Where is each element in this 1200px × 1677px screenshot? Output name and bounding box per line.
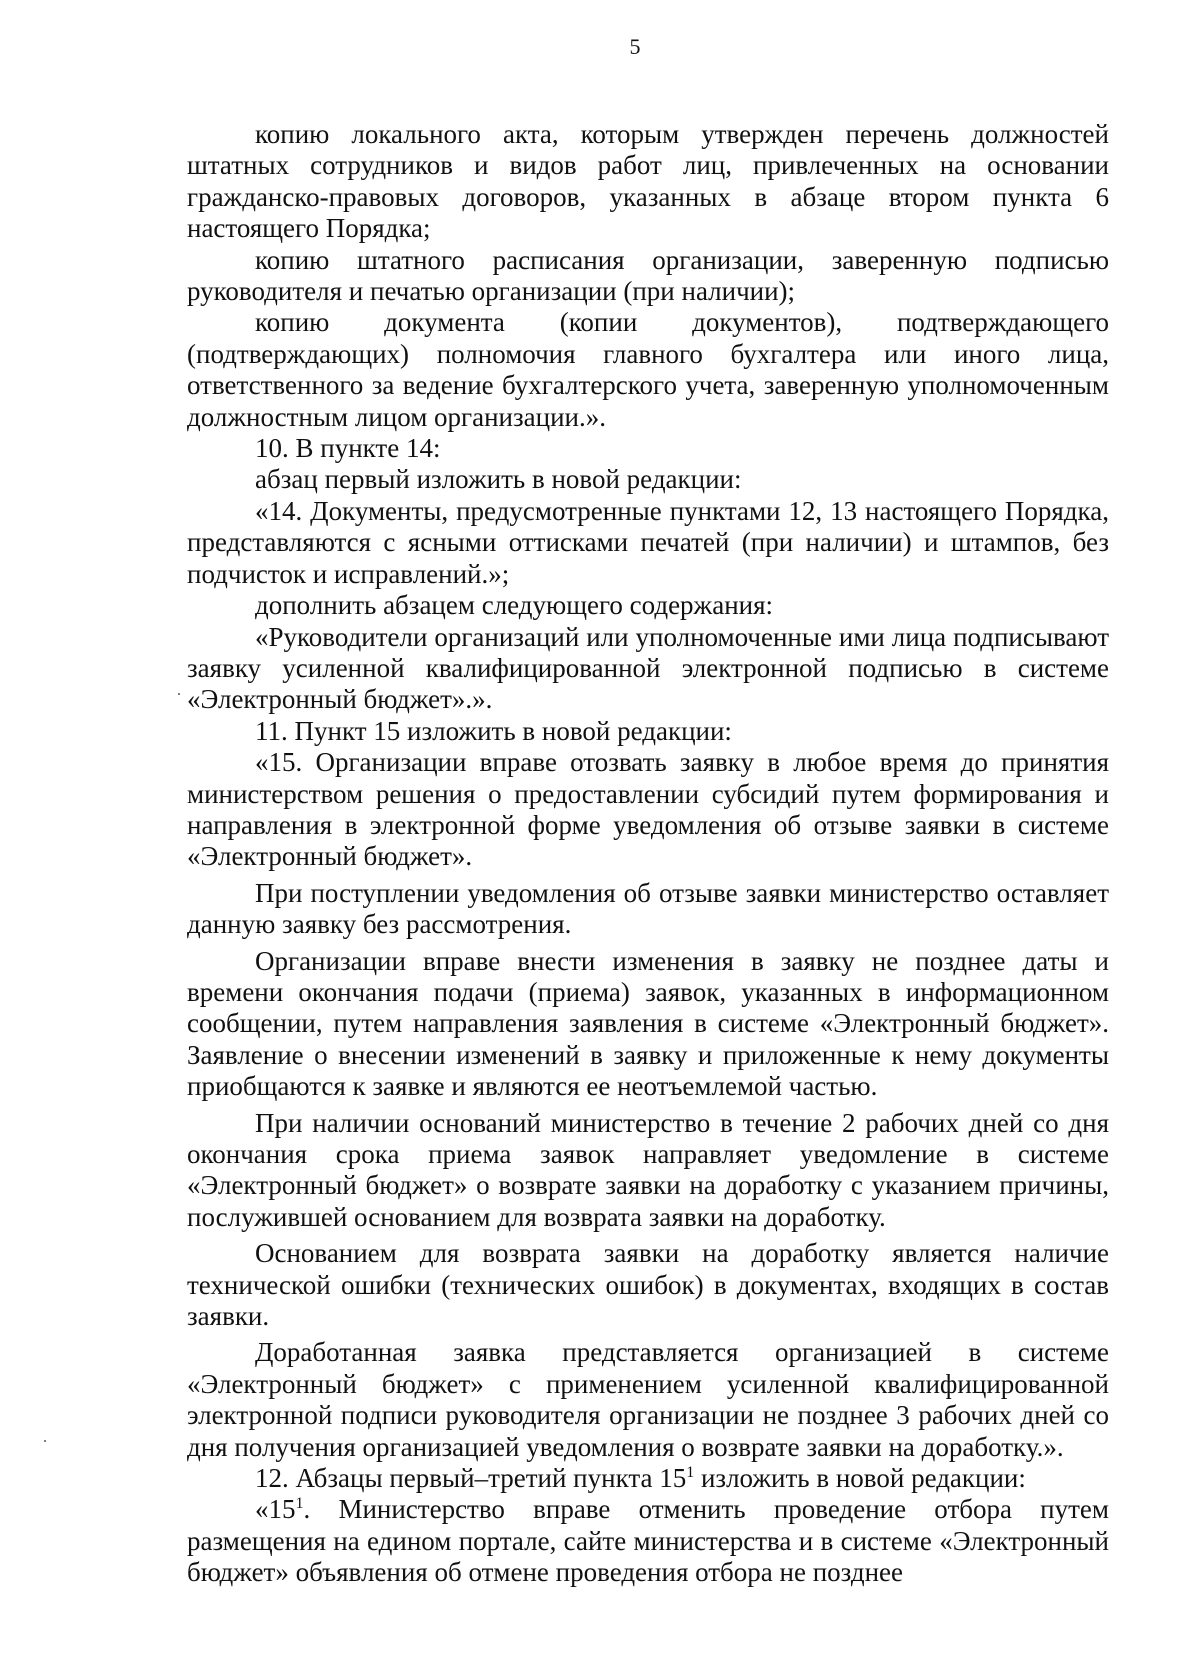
scan-speck [178, 693, 180, 695]
paragraph-withdraw-notice: При поступлении уведомления об отзыве заявки министерство оставляет данную заявку без рассмотрения. [187, 877, 1109, 940]
paragraph-point-15-1 [187, 1494, 1109, 1588]
paragraph-point-15-withdraw: «15. Организации вправе отозвать заявку в любое время до принятия министерством решения о предоставлении субсидий путем формирования и направления в электронной форме уведомления об отзыве заявки в системе «Электронный бюджет». [187, 747, 1109, 872]
paragraph-item-12 [187, 1463, 1109, 1494]
point-15-1-text-start: «15 [255, 1494, 296, 1525]
paragraph-revised-application: Доработанная заявка представляется организацией в системе «Электронный бюджет» с применением усиленной квалифицированной электронной подписи руководителя организации не позднее 3 рабочих дней со дня получения организацией уведомления о возврате заявки на доработку.». [187, 1337, 1109, 1462]
scan-speck [44, 1440, 46, 1442]
paragraph-first-abzac-new-edition: абзац первый изложить в новой редакции: [255, 464, 742, 495]
point-15-1-text-end: . Министерство вправе отменить проведение отбора путем размещения на едином портале, сайте министерства и в системе «Электронный бюджет» объявления об отмене проведения отбора не позднее [187, 1494, 1109, 1588]
item-12-text-end: изложить в новой редакции: [694, 1463, 1026, 1494]
paragraph-return-grounds: Основанием для возврата заявки на доработку является наличие технической ошибки (технических ошибок) в документах, входящих в состав заявки. [187, 1238, 1109, 1332]
page-number: 5 [629, 34, 641, 59]
paragraph-local-act-copy: копию локального акта, которым утвержден перечень должностей штатных сотрудников и видов работ лиц, привлеченных на основании гражданско-правовых договоров, указанных в абзаце втором пункта 6 настоящего Порядка; [187, 119, 1109, 244]
document-body [187, 119, 1109, 1589]
paragraph-staff-schedule-copy: копию штатного расписания организации, заверенную подписью руководителя и печатью организации (при наличии); [187, 244, 1109, 307]
paragraph-item-10: 10. В пункте 14: [255, 433, 441, 464]
paragraph-add-abzac: дополнить абзацем следующего содержания: [255, 590, 774, 621]
paragraph-point-14-text: «14. Документы, предусмотренные пунктами 12, 13 настоящего Порядка, представляются с ясными оттисками печатей (при наличии) и штампов, без подчисток и исправлений.»; [187, 495, 1109, 589]
point-15-1-superscript: 1 [295, 1495, 304, 1513]
paragraph-heads-sign-application: «Руководители организаций или уполномоченные ими лица подписывают заявку усиленной квалифицированной электронной подписью в системе «Электронный бюджет».». [187, 621, 1109, 715]
paragraph-return-for-revision: При наличии оснований министерство в течение 2 рабочих дней со дня окончания срока приема заявок направляет уведомление в системе «Электронный бюджет» о возврате заявки на доработку с указанием причины, послужившей основанием для возврата заявки на доработку. [187, 1107, 1109, 1232]
paragraph-application-changes: Организации вправе внести изменения в заявку не позднее даты и времени окончания подачи (приема) заявок, указанных в информационном сообщении, путем направления заявления в системе «Электронный бюджет». Заявление о внесении изменений в заявку и приложенные к нему документы приобщаются к заявке и являются ее неотъемлемой частью. [187, 945, 1109, 1102]
item-12-text-start: 12. Абзацы первый–третий пункта 15 [255, 1463, 687, 1494]
paragraph-accountant-authority-copy: копию документа (копии документов), подтверждающего (подтверждающих) полномочия главного бухгалтера или иного лица, ответственного за ведение бухгалтерского учета, заверенную уполномоченным должностным лицом организации.». [187, 307, 1109, 432]
item-12-superscript: 1 [686, 1464, 695, 1482]
paragraph-item-11: 11. Пункт 15 изложить в новой редакции: [255, 715, 732, 746]
